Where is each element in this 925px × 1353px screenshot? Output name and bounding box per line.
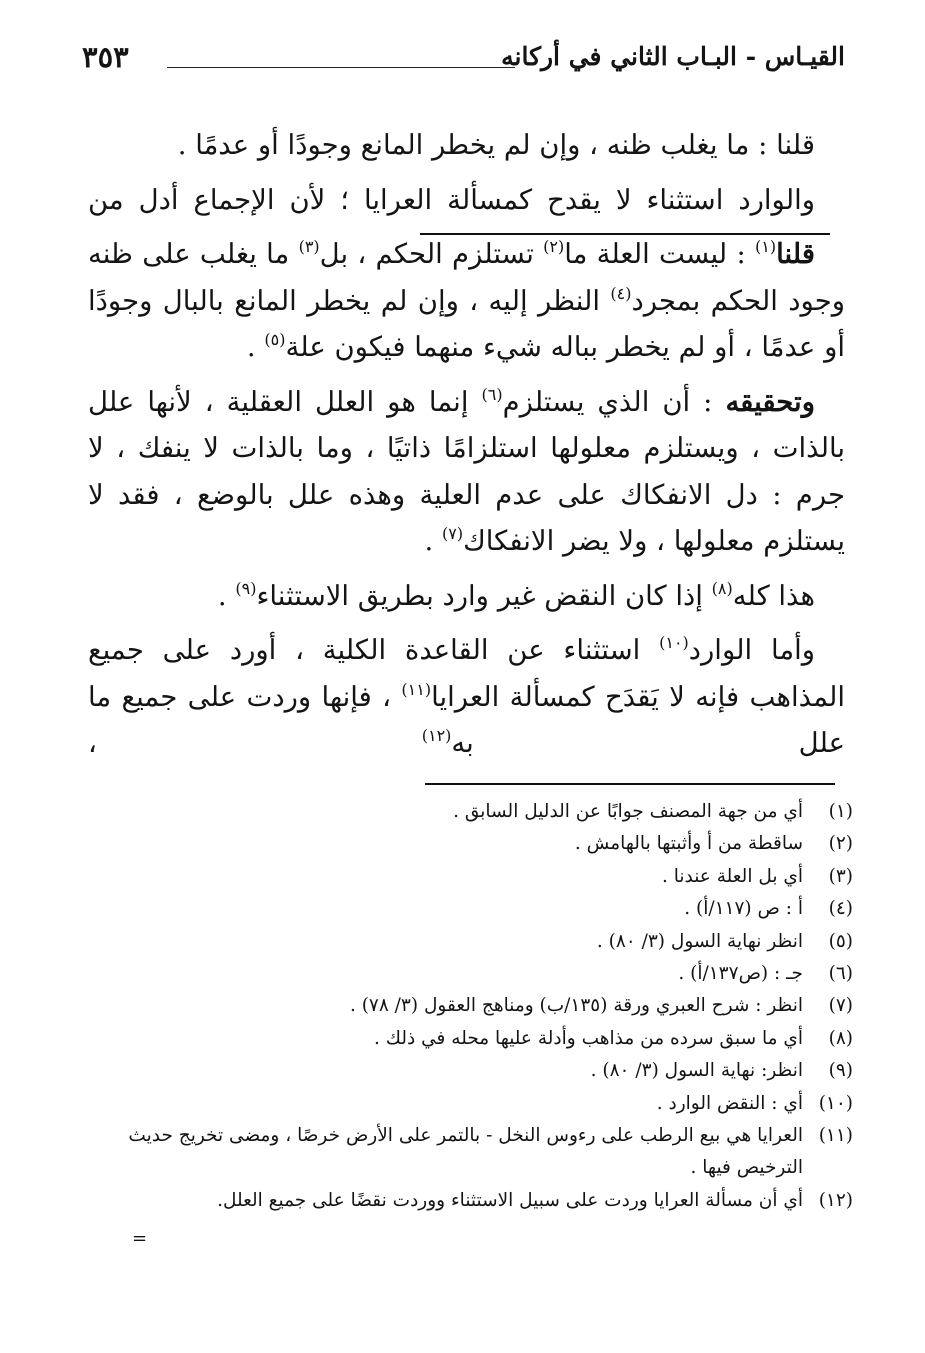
continuation-mark: = <box>132 1228 148 1249</box>
footnote-ref-1[interactable]: (١) <box>754 237 777 256</box>
paragraph-3: قلنا$^{(١)}$ : ليست العلة ما$^{(٢)}$ تستلزم الحكم ، بل$^{(٣)}$ ما يغلب على ظنه وجود الحكم بمجرد$^{(٤)}$ النظر إليه ، وإن لم يخطر المانع بالبال وجودًا أو عدمًا ، أو لم يخطر بباله شيء منهما فيكون علة$^{(٥)}$ . <box>88 237 846 363</box>
footnote-number: (٩) <box>828 1060 853 1082</box>
paragraph-3-lead: قلنا <box>776 238 816 270</box>
footnote-text: أي : النقض الوارد . <box>656 1092 803 1114</box>
footnote-6 <box>92 958 853 990</box>
footnote-text: جـ : (ص١٣٧/أ) . <box>678 963 803 985</box>
footnotes <box>92 796 853 1217</box>
footnote-10 <box>92 1088 853 1120</box>
footnote-ref-11[interactable]: (١١) <box>401 679 432 699</box>
running-header <box>82 40 845 84</box>
footnote-7 <box>92 990 853 1022</box>
footnote-number: (٦) <box>828 963 853 985</box>
footnote-ref-4[interactable]: (٤) <box>610 283 632 303</box>
header-rule <box>167 67 515 68</box>
header-title: القيـاس - البـاب الثاني في أركانه <box>501 42 845 71</box>
footnote-5 <box>92 926 853 958</box>
main-text <box>88 122 845 767</box>
footnote-ref-5[interactable]: (٥) <box>264 330 286 349</box>
footnote-11 <box>92 1120 853 1185</box>
footnote-number: (٥) <box>828 930 853 952</box>
footnote-text: انظر: نهاية السول (٣/ ٨٠) . <box>590 1060 803 1082</box>
footnote-number: (١٠) <box>818 1092 853 1114</box>
paragraph-1: قلنا : ما يغلب ظنه ، وإن لم يخطر المانع وجودًا أو عدمًا . <box>177 129 815 161</box>
footnote-separator <box>425 783 835 785</box>
paragraph-2: والوارد استثناء لا يقدح كمسألة العرايا ؛ لأن الإجماع أدل من <box>88 183 815 216</box>
footnote-ref-8[interactable]: (٨) <box>711 578 733 598</box>
footnote-ref-12[interactable]: (١٢) <box>421 726 452 745</box>
footnote-text: أي ما سبق سرده من مذاهب وأدلة عليها محله في ذلك . <box>374 1027 803 1049</box>
page-number: ٣٥٣ <box>82 40 129 74</box>
footnote-number: (٨) <box>828 1027 853 1049</box>
footnote-ref-7[interactable]: (٧) <box>442 524 464 543</box>
footnote-text: انظر : شرح العبري ورقة (١٣٥/ب) ومناهج العقول (٣/ ٧٨) . <box>349 995 803 1017</box>
footnote-ref-6[interactable]: (٦) <box>481 384 503 404</box>
footnote-number: (٤) <box>828 898 853 920</box>
footnote-number: (٧) <box>828 995 853 1017</box>
footnote-3 <box>92 861 853 893</box>
footnote-ref-2[interactable]: (٢) <box>543 237 565 256</box>
footnote-text: ساقطة من أ وأثبتها بالهامش . <box>574 833 803 855</box>
footnote-number: (١٢) <box>818 1189 853 1211</box>
footnote-9 <box>92 1055 853 1087</box>
paragraph-6: وأما الوارد$^{(١٠)}$ استثناء عن القاعدة الكلية ، أورد على جميع المذاهب فإنه لا يَقدَح كمسألة العرايا$^{(١١)}$ ، فإنها وردت على جميع ما علل به$^{(١٢)}$ ، <box>88 633 845 759</box>
paragraph-4-lead: وتحقيقه <box>725 385 815 418</box>
footnote-number: (٣) <box>828 865 853 887</box>
footnote-text: أي بل العلة عندنا . <box>661 865 803 887</box>
footnote-ref-10[interactable]: (١٠) <box>659 633 689 652</box>
footnote-2 <box>92 828 853 860</box>
paragraph-5: هذا كله$^{(٨)}$ إذا كان النقض غير وارد بطريق الاستثناء$^{(٩)}$ . <box>217 578 815 612</box>
footnote-1 <box>92 796 853 828</box>
footnote-text: أي أن مسألة العرايا وردت على سبيل الاستثناء ووردت نقضًا على جميع العلل. <box>217 1189 803 1211</box>
footnote-text: أي من جهة المصنف جوابًا عن الدليل السابق . <box>453 801 803 822</box>
footnote-8 <box>92 1023 853 1055</box>
footnote-text: انظر نهاية السول (٣/ ٨٠) . <box>596 930 803 952</box>
footnote-12 <box>92 1185 853 1217</box>
footnote-number: (١١) <box>818 1125 853 1147</box>
footnote-4 <box>92 893 853 925</box>
footnote-text: العرايا هي بيع الرطب على رءوس النخل - بالتمر على الأرض خرصًا ، ومضى تخريج حديث الترخيص فيها . <box>128 1125 803 1179</box>
underline-rule <box>420 233 830 235</box>
footnote-number: (٢) <box>828 833 853 855</box>
footnote-ref-9[interactable]: (٩) <box>235 578 257 598</box>
footnote-text: أ : ص (١١٧/أ) . <box>684 898 803 920</box>
footnote-number: (١) <box>828 801 853 822</box>
footnote-ref-3[interactable]: (٣) <box>298 237 320 256</box>
paragraph-4: وتحقيقه : أن الذي يستلزم$^{(٦)}$ إنما هو العلل العقلية ، لأنها علل بالذات ، ويستلزم معلولها استلزامًا ذاتيًا ، وما بالذات لا ينفك ، لا جرم : دل الانفكاك على عدم العلية وهذه علل بالوضع ، فقد لا يستلزم معلولها ، ولا يضر الانفكاك$^{(٧)}$ . <box>88 384 845 557</box>
